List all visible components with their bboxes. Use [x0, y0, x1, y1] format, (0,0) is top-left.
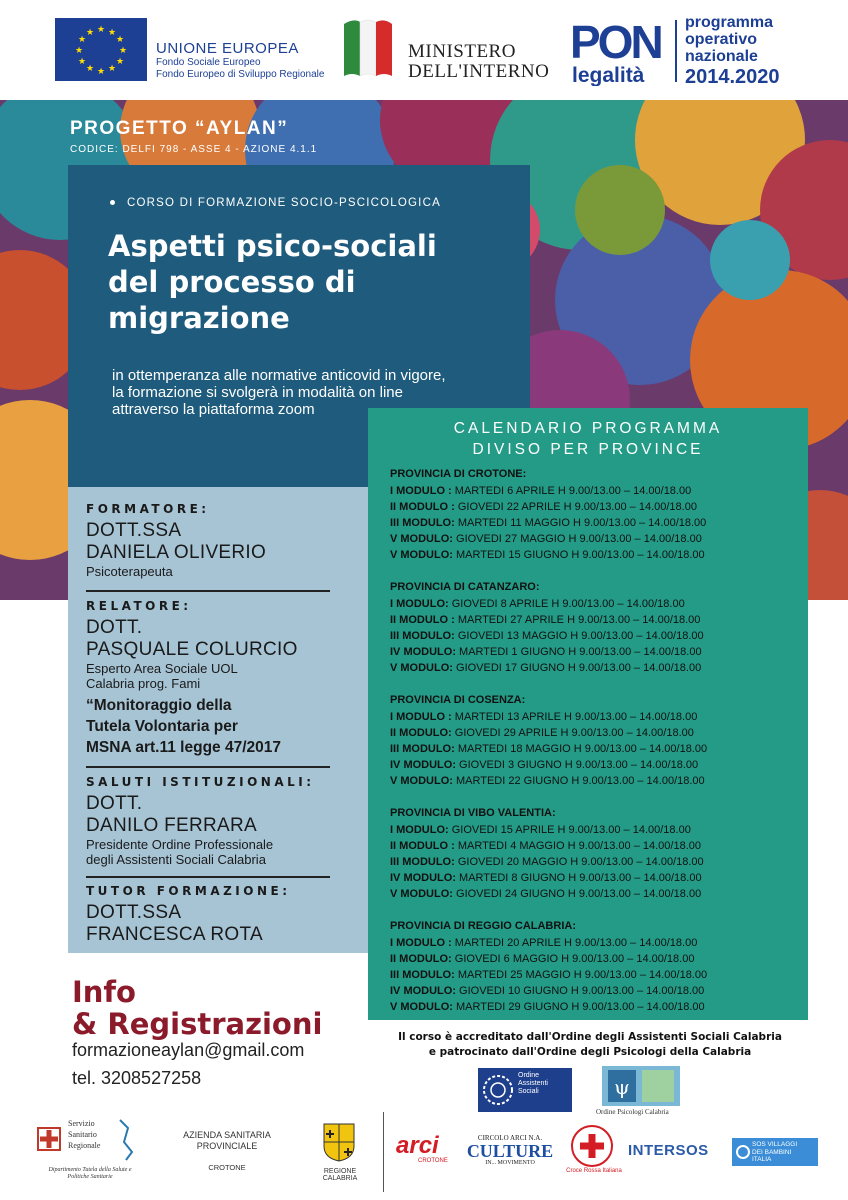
ministry-line-2: DELL'INTERNO: [408, 61, 550, 82]
module-label: IV MODULO:: [390, 759, 456, 771]
course-note-line: in ottemperanza alle normative anticovid in vigore,: [112, 367, 446, 384]
module-label: V MODULO:: [390, 662, 453, 674]
module-row: [390, 967, 800, 983]
module-label: II MODULO :: [390, 840, 455, 852]
sos-line: DEI BAMBINI: [752, 1148, 792, 1156]
ssr-sub: Dipartimento Tutela della Salute e Politiche Sanitarie: [48, 1167, 132, 1180]
project-title: PROGETTO “AYLAN”: [70, 118, 289, 139]
eu-sub-2: Fondo Europeo di Sviluppo Regionale: [156, 69, 325, 80]
asp-line-2: CROTONE: [208, 1163, 246, 1172]
relatore-role-line: Esperto Area Sociale UOL: [86, 661, 238, 676]
module-row: [390, 838, 800, 854]
module-label: II MODULO :: [390, 614, 455, 626]
eu-sub-1: Fondo Sociale Europeo: [156, 57, 261, 68]
module-row: [390, 951, 800, 967]
svg-text:★: ★: [85, 64, 95, 74]
module-label: III MODULO:: [390, 856, 455, 868]
module-date: GIOVEDI 29 APRILE H 9.00/13.00 – 14.00/18.00: [451, 727, 694, 739]
module-date: MARTEDI 20 APRILE H 9.00/13.00 – 14.00/18.00: [451, 937, 698, 949]
sos-icon: [737, 1146, 749, 1158]
module-date: MARTEDI 18 MAGGIO H 9.00/13.00 – 14.00/18.00: [454, 743, 708, 755]
module-label: III MODULO:: [390, 517, 455, 529]
circolo-line-3: IN... MOVIMENTO: [485, 1160, 535, 1166]
formatore-line: DANIELA OLIVERIO: [86, 542, 267, 563]
tutor-section: [86, 884, 291, 946]
ordine-as-text: [518, 1072, 548, 1096]
module-row: [390, 725, 800, 741]
info-phone: tel. 3208527258: [72, 1068, 202, 1088]
module-row: [390, 822, 800, 838]
module-row: [390, 499, 800, 515]
module-label: I MODULO :: [390, 485, 452, 497]
eu-label: [156, 40, 336, 81]
module-label: III MODULO:: [390, 969, 455, 981]
module-label: I MODULO :: [390, 711, 452, 723]
saluti-section: [86, 775, 315, 867]
circolo-line-1: CIRCOLO ARCI N.A.: [477, 1134, 543, 1142]
module-label: I MODULO:: [390, 824, 449, 836]
saluti-line: DANILO FERRARA: [86, 815, 258, 836]
sos-line: ITALIA: [752, 1156, 772, 1163]
info-title-line: Info: [72, 975, 136, 1009]
province-name: PROVINCIA DI COSENZA:: [390, 694, 526, 706]
sos-line: SOS VILLAGGI: [752, 1141, 798, 1148]
module-row: [390, 773, 800, 789]
module-row: [390, 612, 800, 628]
relatore-section: [86, 599, 298, 758]
module-label: IV MODULO:: [390, 872, 456, 884]
module-date: GIOVEDI 27 MAGGIO H 9.00/13.00 – 14.00/18.00: [452, 533, 702, 545]
pon-logo-legalita: legalità: [572, 64, 645, 86]
relatore-line: DOTT.: [86, 617, 143, 638]
formatore-section: [86, 502, 266, 579]
eu-title: UNIONE EUROPEA: [156, 40, 299, 57]
formatore-heading: FORMATORE:: [86, 502, 210, 516]
module-label: IV MODULO:: [390, 646, 456, 658]
svg-text:★: ★: [118, 46, 128, 56]
province-catanzaro: [390, 579, 800, 676]
module-date: MARTEDI 4 MAGGIO H 9.00/13.00 – 14.00/18.00: [454, 840, 701, 852]
module-label: V MODULO:: [390, 1001, 453, 1013]
arci-logo: arci: [396, 1132, 439, 1159]
module-row: [390, 628, 800, 644]
svg-text:★: ★: [96, 67, 106, 77]
module-row: [390, 870, 800, 886]
saluti-role-line: degli Assistenti Sociali Calabria: [86, 852, 266, 867]
course-type-text: CORSO DI FORMAZIONE SOCIO-PSCICOLOGICA: [127, 197, 441, 209]
accreditation-line: Il corso è accreditato dall'Ordine degli Assistenti Sociali Calabria: [398, 1031, 782, 1043]
province-name: PROVINCIA DI CATANZARO:: [390, 581, 540, 593]
module-label: II MODULO:: [390, 727, 452, 739]
course-type: [110, 197, 441, 209]
info-email-link[interactable]: formazioneaylan@gmail.com: [72, 1040, 305, 1060]
module-date: GIOVEDI 22 APRILE H 9.00/13.00 – 14.00/18.00: [454, 501, 697, 513]
module-label: IV MODULO:: [390, 985, 456, 997]
accreditation-line: e patrocinato dall'Ordine degli Psicologi della Calabria: [428, 1046, 752, 1058]
module-row: [390, 547, 800, 563]
relatore-talk-line: “Monitoraggio della: [86, 697, 232, 714]
module-row: [390, 854, 800, 870]
red-cross-icon: [570, 1124, 614, 1168]
module-row: [390, 531, 800, 547]
divider: [86, 590, 330, 592]
bullet-icon: [110, 200, 115, 205]
svg-text:★: ★: [77, 57, 87, 67]
ordine-as-line: Sociali: [518, 1088, 539, 1095]
calendar-title-line: CALENDARIO PROGRAMMA: [453, 420, 723, 437]
module-row: [390, 741, 800, 757]
module-label: III MODULO:: [390, 630, 455, 642]
module-date: GIOVEDI 15 APRILE H 9.00/13.00 – 14.00/18.00: [448, 824, 691, 836]
module-date: MARTEDI 25 MAGGIO H 9.00/13.00 – 14.00/18.00: [454, 969, 708, 981]
module-date: GIOVEDI 6 MAGGIO H 9.00/13.00 – 14.00/18.00: [451, 953, 695, 965]
module-row: [390, 983, 800, 999]
asp-line-1: AZIENDA SANITARIA PROVINCIALE: [183, 1130, 271, 1151]
course-title: [108, 228, 528, 336]
ssr-line: Servizio: [68, 1119, 95, 1128]
info-title: [72, 976, 322, 1040]
svg-text:★: ★: [96, 25, 106, 35]
module-label: V MODULO:: [390, 549, 453, 561]
regione-calabria-crest-icon: [322, 1122, 356, 1162]
module-date: GIOVEDI 8 APRILE H 9.00/13.00 – 14.00/18.00: [448, 598, 685, 610]
pon-year: 2014.2020: [685, 66, 780, 88]
svg-text:ψ: ψ: [614, 1075, 630, 1099]
module-row: [390, 660, 800, 676]
tutor-line: FRANCESCA ROTA: [86, 924, 263, 945]
province-cosenza: [390, 692, 800, 789]
relatore-line: PASQUALE COLURCIO: [86, 639, 298, 660]
svg-text:★: ★: [77, 35, 87, 45]
module-date: MARTEDI 29 GIUGNO H 9.00/13.00 – 14.00/18.00: [452, 1001, 705, 1013]
tutor-line: DOTT.SSA: [86, 902, 182, 923]
ssr-label: [68, 1118, 100, 1151]
province-name: PROVINCIA DI REGGIO CALABRIA:: [390, 920, 576, 932]
module-label: II MODULO:: [390, 953, 452, 965]
course-title-line: del processo di: [108, 265, 356, 299]
asp-logo: [152, 1130, 302, 1173]
arci-sub: CROTONE: [418, 1158, 448, 1164]
province-crotone: [390, 466, 800, 563]
module-date: MARTEDI 27 APRILE H 9.00/13.00 – 14.00/18.00: [454, 614, 701, 626]
module-date: MARTEDI 22 GIUGNO H 9.00/13.00 – 14.00/18.00: [452, 775, 705, 787]
saluti-heading: SALUTI ISTITUZIONALI:: [86, 775, 315, 789]
svg-text:★: ★: [85, 28, 95, 38]
module-label: II MODULO :: [390, 501, 455, 513]
module-date: GIOVEDI 3 GIUGNO H 9.00/13.00 – 14.00/18.00: [456, 759, 699, 771]
module-date: MARTEDI 13 APRILE H 9.00/13.00 – 14.00/18.00: [451, 711, 698, 723]
module-date: GIOVEDI 13 MAGGIO H 9.00/13.00 – 14.00/18.00: [454, 630, 704, 642]
module-date: MARTEDI 8 GIUGNO H 9.00/13.00 – 14.00/18.00: [456, 872, 702, 884]
pon-logo: [568, 14, 668, 86]
module-date: GIOVEDI 17 GIUGNO H 9.00/13.00 – 14.00/18.00: [452, 662, 702, 674]
accreditation-text: [372, 1030, 808, 1060]
ssr-line: Sanitario: [68, 1130, 97, 1139]
province-name: PROVINCIA DI CROTONE:: [390, 468, 527, 480]
regione-calabria-label: REGIONE CALABRIA: [322, 1168, 358, 1182]
course-note-line: attraverso la piattaforma zoom: [112, 401, 315, 418]
svg-text:★: ★: [107, 28, 117, 38]
module-row: [390, 999, 800, 1015]
project-code: CODICE: DELFI 798 - ASSE 4 - AZIONE 4.1.1: [70, 144, 318, 155]
ordine-assistenti-sociali-logo: [478, 1068, 572, 1112]
module-label: V MODULO:: [390, 775, 453, 787]
italian-flag-icon: [340, 16, 396, 80]
module-row: [390, 644, 800, 660]
pon-text-1: programma: [685, 14, 774, 31]
ordine-psicologi-logo-icon: [602, 1066, 680, 1106]
pon-logo-word: PON: [570, 16, 661, 68]
svg-text:★: ★: [115, 57, 125, 67]
pon-text-3: nazionale: [685, 48, 758, 65]
formatore-role: Psicoterapeuta: [86, 564, 173, 579]
svg-text:★: ★: [74, 46, 84, 56]
eu-flag-icon: [55, 18, 147, 81]
sos-text: [752, 1141, 797, 1164]
module-row: [390, 886, 800, 902]
ministry-line-1: MINISTERO: [408, 41, 516, 62]
spiral-icon: [484, 1076, 512, 1104]
saluti-line: DOTT.: [86, 793, 143, 814]
header-logos: [0, 0, 848, 100]
module-date: MARTEDI 15 GIUGNO H 9.00/13.00 – 14.00/18.00: [452, 549, 705, 561]
module-date: GIOVEDI 20 MAGGIO H 9.00/13.00 – 14.00/18.00: [454, 856, 704, 868]
calendar-title: [368, 418, 808, 460]
red-cross-label: Croce Rossa Italiana: [566, 1168, 622, 1174]
module-date: GIOVEDI 24 GIUGNO H 9.00/13.00 – 14.00/18.00: [452, 888, 702, 900]
module-date: MARTEDI 6 APRILE H 9.00/13.00 – 14.00/18.00: [451, 485, 692, 497]
province-name: PROVINCIA DI VIBO VALENTIA:: [390, 807, 556, 819]
relatore-heading: RELATORE:: [86, 599, 192, 613]
pon-text-2: operativo: [685, 31, 758, 48]
formatore-line: DOTT.SSA: [86, 520, 182, 541]
relatore-talk-line: Tutela Volontaria per: [86, 718, 238, 735]
calendar-title-line: DIVISO PER PROVINCE: [472, 441, 704, 458]
module-label: V MODULO:: [390, 888, 453, 900]
module-date: MARTEDI 11 MAGGIO H 9.00/13.00 – 14.00/18.00: [454, 517, 707, 529]
module-label: I MODULO :: [390, 937, 452, 949]
module-row: [390, 757, 800, 773]
divider: [86, 876, 330, 878]
svg-text:★: ★: [115, 35, 125, 45]
module-label: V MODULO:: [390, 533, 453, 545]
intersos-logo: INTERSOS: [628, 1142, 709, 1159]
module-row: [390, 483, 800, 499]
module-label: III MODULO:: [390, 743, 455, 755]
ssr-line: Regionale: [68, 1141, 101, 1150]
circolo-line-2: CULTURE: [466, 1141, 554, 1161]
relatore-role-line: Calabria prog. Fami: [86, 676, 201, 691]
info-title-line: & Registrazioni: [72, 1007, 323, 1041]
circolo-arci-logo: [464, 1134, 556, 1167]
sos-villaggi-logo: [732, 1138, 818, 1166]
ordine-as-line: Assistenti: [518, 1080, 548, 1087]
module-row: [390, 515, 800, 531]
module-date: GIOVEDI 10 GIUGNO H 9.00/13.00 – 14.00/18.00: [456, 985, 705, 997]
divider: [86, 766, 330, 768]
course-title-line: Aspetti psico-sociali: [108, 229, 437, 263]
relatore-talk-line: MSNA art.11 legge 47/2017: [86, 739, 281, 756]
module-row: [390, 596, 800, 612]
course-note-line: la formazione si svolgerà in modalità on line: [112, 384, 403, 401]
footer-divider: [383, 1112, 384, 1192]
ordine-psicologi-label: Ordine Psicologi Calabria: [596, 1108, 669, 1116]
ministry-label: [408, 42, 549, 82]
ordine-as-line: Ordine: [518, 1072, 540, 1079]
module-row: [390, 709, 800, 725]
pon-divider: [675, 20, 677, 82]
module-label: I MODULO:: [390, 598, 449, 610]
saluti-role-line: Presidente Ordine Professionale: [86, 837, 274, 852]
svg-text:★: ★: [107, 64, 117, 74]
course-title-line: migrazione: [108, 301, 290, 335]
province-reggio-calabria: [390, 918, 800, 1015]
pon-label: [685, 14, 780, 89]
province-vibo-valentia: [390, 805, 800, 902]
tutor-heading: TUTOR FORMAZIONE:: [86, 884, 291, 898]
module-row: [390, 935, 800, 951]
module-date: MARTEDI 1 GIUGNO H 9.00/13.00 – 14.00/18.00: [456, 646, 702, 658]
